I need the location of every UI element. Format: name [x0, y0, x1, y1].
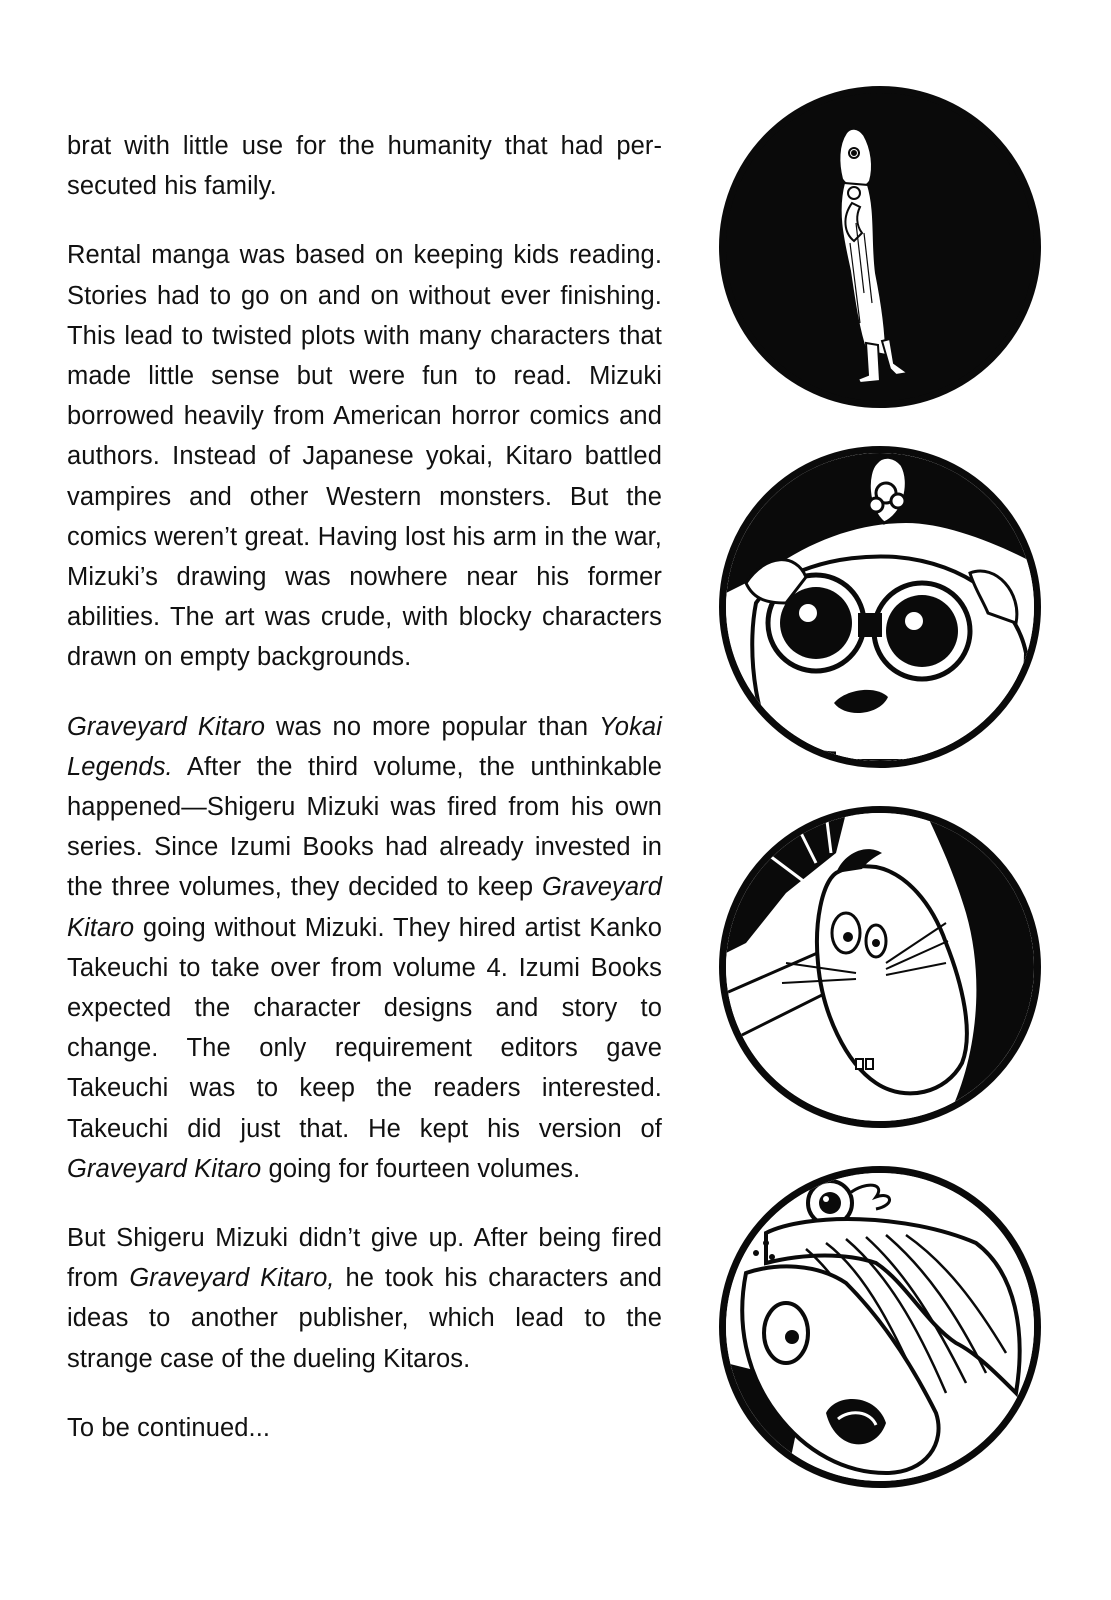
startled-yokai-drawing [726, 813, 1034, 1121]
paragraph-4 [67, 1218, 662, 1379]
to-be-continued: To be continued... [67, 1413, 271, 1442]
kitaro-full-figure-illustration [719, 86, 1041, 408]
paragraph-3 [67, 707, 662, 1189]
book-title: Graveyard Kitaro [67, 873, 662, 942]
paragraph-text: was no more popular than [265, 712, 600, 741]
paragraph-text: But Shigeru Mizuki didn’t give up. After being fired from [67, 1224, 662, 1293]
article-body [67, 126, 662, 1477]
paragraph-1: brat with little use for the humanity that had persecuted his family. [67, 132, 662, 201]
book-title: Yokai Legends. [67, 712, 662, 781]
book-title: Graveyard Kitaro [67, 1154, 262, 1183]
paragraph-text: going for fourteen volumes. [261, 1154, 581, 1183]
man-with-binoculars-illustration [719, 446, 1041, 768]
book-title: Graveyard Kitaro [67, 712, 266, 741]
paragraph-text: going without Mizuki. They hired artist Kanko Takeuchi to take over from volume 4. Izumi Books expected the character designs and story to change. The only requirement editors gave Takeuchi was to keep the readers interested. Takeuchi did just that. He kept his version of [67, 913, 662, 1143]
kitaro-with-medama-oyaji-illustration [719, 1166, 1041, 1488]
kitaro-full-figure-drawing [726, 93, 1034, 401]
man-with-binoculars-drawing [726, 453, 1034, 761]
paragraph-text: he took his characters and ideas to another publisher, which lead to the strange case of the dueling Kitaros. [67, 1264, 663, 1373]
paragraph-2: Rental manga was based on keeping kids reading. Stories had to go on and on without ever finishing. This lead to twisted plots with many characters that made little sense but were fun to read. Mizuki borrowed heavily from American horror comics and authors. Instead of Japanese yokai, Kitaro battled vampires and other Western monsters. But the comics weren’t great. Having lost his arm in the war, Mizuki’s drawing was nowhere near his former abilities. The art was crude, with blocky characters drawn on empty backgrounds. [67, 241, 662, 672]
book-title: Graveyard Kitaro, [129, 1264, 335, 1293]
kitaro-with-medama-oyaji-drawing [726, 1173, 1034, 1481]
paragraph-text: After the third volume, the unthinkable happened—Shigeru Mizuki was fired from his own series. Since Izumi Books had already invested in the three volumes, they decided to keep [67, 752, 662, 902]
startled-yokai-illustration [719, 806, 1041, 1128]
